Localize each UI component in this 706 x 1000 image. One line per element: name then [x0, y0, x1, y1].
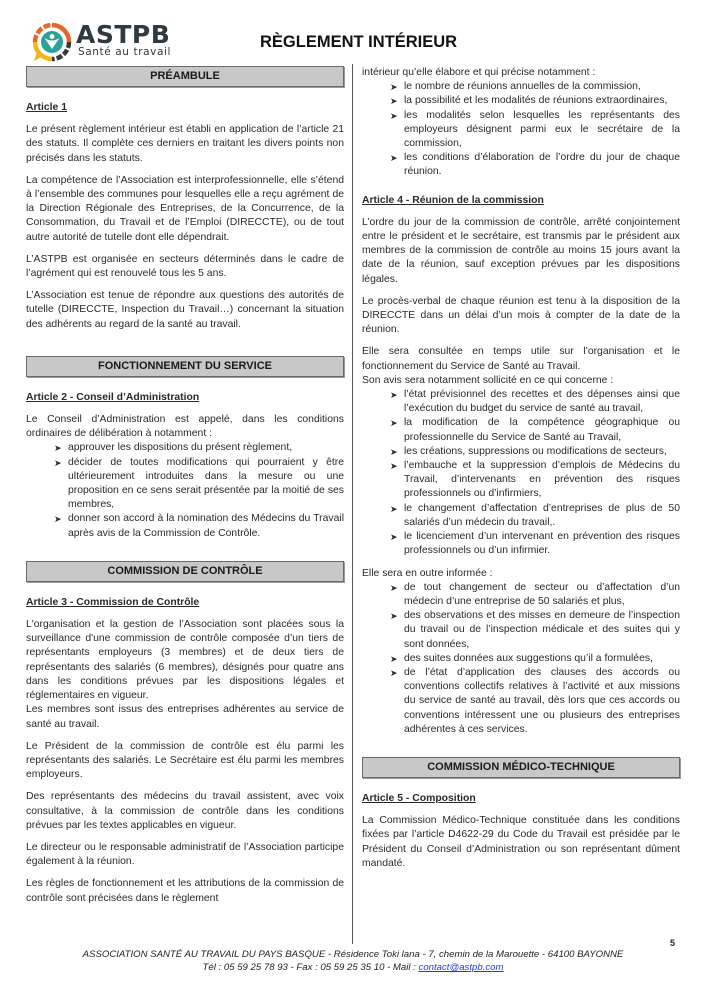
list-item: ➤ les conditions d’élaboration de l’ordre du jour de chaque réunion. — [390, 152, 680, 178]
article-3-title: Article 3 - Commission de Contrôle — [26, 596, 200, 608]
paragraph: Des représentants des médecins du travail assistent, avec voix consultative, à la commission de contrôle dans les conditions prévues par les textes applicables en vigueur. — [26, 791, 344, 831]
article-4-title: Article 4 - Réunion de la commission — [362, 194, 544, 206]
paragraph: L’Association est tenue de répondre aux questions des autorités de tutelle (DIRECCTE, Inspection du Travail…) concernant la situation des adhérents au regard de la santé au travail. — [26, 290, 344, 330]
paragraph: Les règles de fonctionnement et les attributions de la commission de contrôle sont précisées dans le règlement — [26, 878, 344, 904]
list-item: ➤ le licenciement d’un intervenant en prévention des risques professionnels ou d’un infirmier. — [390, 531, 680, 557]
list-item: ➤ décider de toutes modifications qui pourraient y être ultérieurement introduites dans la mesure ou une proposition en ce sens serait présentée par la moitié de ses membres, — [54, 456, 344, 511]
article-1-title: Article 1 — [26, 102, 68, 113]
footer-address: - Résidence Toki lana - 7, chemin de la Marouette - 64100 BAYONNE — [325, 949, 624, 960]
list-item: ➤ les modalités selon lesquelles les représentants des employeurs désignent parmi eux le secrétaire de la commission, — [390, 109, 680, 150]
arrow-bullet-icon: ➤ — [390, 96, 398, 107]
arrow-bullet-icon: ➤ — [390, 611, 398, 622]
reglement-list — [362, 80, 680, 179]
information-list — [362, 581, 680, 737]
list-item: ➤ de l’état d’application des clauses des accords ou conventions collectifs relatives à l’activité et aux missions du service de santé au travail, dès lors que ces accords ou conventions intéressent une ou plusieurs des entreprises adhérentes à ces services. — [390, 666, 680, 735]
list-item: ➤ de tout changement de secteur ou d’affectation d’un médecin d’une entreprise de 50 salariés et plus, — [390, 581, 680, 607]
section-heading-preambule: PRÉAMBULE — [26, 66, 344, 87]
document-title: RÈGLEMENT INTÉRIEUR — [260, 33, 458, 51]
list-item: ➤ approuver les dispositions du présent règlement, — [54, 441, 344, 455]
paragraph: Les membres sont issus des entreprises adhérentes au service de santé au travail. — [26, 704, 344, 730]
logo-tagline: Santé au travail — [78, 46, 172, 58]
footer-contact-line — [0, 961, 706, 974]
paragraph: L’ordre du jour de la commission de contrôle, arrêté conjointement entre le président et le secrétaire, est transmis par le président aux membres de la commission de contrôle au moins 15 jours avant la date de la réunion, sauf exception prévues par les dispositions légales. — [362, 216, 680, 285]
list-item: ➤ l’état prévisionnel des recettes et des dépenses ainsi que l’exécution du budget du service de santé au travail, — [390, 389, 680, 415]
logo-speech-bubble-icon — [32, 22, 72, 62]
list-item: ➤ la modification de la compétence géographique ou professionnelle du Service de Santé au Travail, — [390, 417, 680, 443]
list-item: ➤ les créations, suppressions ou modifications de secteurs, — [390, 445, 680, 459]
footer-address-line — [0, 948, 706, 961]
arrow-bullet-icon: ➤ — [390, 461, 398, 472]
arrow-bullet-icon: ➤ — [390, 582, 398, 593]
paragraph: Le Président de la commission de contrôle est élu parmi les représentants des salariés. Le Secrétaire est élu parmi les membres employeurs. — [26, 740, 344, 781]
list-item: ➤ des observations et des misses en demeure de l’inspection du travail ou de l’inspection médicale et des suites qui y sont données, — [390, 610, 680, 650]
arrow-bullet-icon: ➤ — [390, 390, 398, 401]
arrow-bullet-icon: ➤ — [390, 667, 398, 678]
consultation-list — [362, 388, 680, 558]
article-2-list — [26, 441, 344, 540]
paragraph: Le procès-verbal de chaque réunion est tenu à la disposition de la DIRECCTE dans un délai d’un mois à compter de la date de la réunion. — [362, 295, 680, 336]
paragraph: Elle sera en outre informée : — [362, 567, 493, 579]
page-header — [30, 20, 680, 65]
paragraph: La compétence de l’Association est interprofessionnelle, elle s’étend à l’ensemble des communes pour lesquelles elle a reçu agrément de la Direction Régionale des Entreprises, de la Concurrence, de la Consommation, du Travail et de l’Emploi (DIRECCTE), ou de tout autre autorité de tutelle dont elle dépendrait. — [26, 174, 344, 243]
page-number: 5 — [670, 938, 676, 948]
footer-org-name: ASSOCIATION SANTÉ AU TRAVAIL DU PAYS BASQUE — [82, 949, 326, 960]
section-heading-medico-technique: COMMISSION MÉDICO-TECHNIQUE — [362, 757, 680, 778]
left-column — [26, 66, 344, 914]
logo-name: ASTPB — [76, 20, 171, 49]
paragraph: Le Conseil d’Administration est appelé, dans les conditions ordinaires de délibération à notamment : — [26, 414, 344, 440]
paragraph: Le présent règlement intérieur est établi en application de l’article 21 des statuts. Il complète ces derniers en traitant les divers points non précisés dans les statuts. — [26, 124, 344, 164]
paragraph: L’ASTPB est organisée en secteurs déterminés dans le cadre de l’agrément qui est renouvelé tous les 5 ans. — [26, 253, 344, 280]
list-item: ➤ la possibilité et les modalités de réunions extraordinaires, — [390, 94, 680, 108]
arrow-bullet-icon: ➤ — [54, 514, 62, 525]
right-column — [362, 66, 680, 879]
arrow-bullet-icon: ➤ — [390, 418, 398, 429]
arrow-bullet-icon: ➤ — [390, 110, 398, 121]
arrow-bullet-icon: ➤ — [390, 653, 398, 664]
article-2-title: Article 2 - Conseil d’Administration — [26, 391, 200, 403]
arrow-bullet-icon: ➤ — [54, 457, 62, 468]
arrow-bullet-icon: ➤ — [390, 446, 398, 457]
list-item: ➤ donner son accord à la nomination des Médecins du Travail après avis de la Commission de Contrôle. — [54, 513, 344, 539]
paragraph: Son avis sera notamment sollicité en ce qui concerne : — [362, 374, 614, 386]
footer-phone-fax: Tél : 05 59 25 78 93 - Fax : 05 59 25 35 10 - Mail : — [202, 962, 419, 973]
paragraph: Le directeur ou le responsable administratif de l’Association participe également à la réunion. — [26, 841, 344, 868]
arrow-bullet-icon: ➤ — [390, 503, 398, 514]
arrow-bullet-icon: ➤ — [390, 532, 398, 543]
arrow-bullet-icon: ➤ — [390, 153, 398, 164]
section-heading-commission-controle: COMMISSION DE CONTRÔLE — [26, 561, 344, 582]
arrow-bullet-icon: ➤ — [390, 82, 398, 93]
arrow-bullet-icon: ➤ — [54, 443, 62, 454]
paragraph: Elle sera consultée en temps utile sur l’organisation et le fonctionnement du Service de Santé au Travail. — [362, 346, 680, 372]
paragraph: intérieur qu’elle élabore et qui précise notamment : — [362, 67, 596, 78]
astpb-logo — [32, 22, 172, 62]
column-divider — [352, 64, 353, 944]
paragraph: La Commission Médico-Technique constituée dans les conditions fixées par l’article D4622-29 du Code du Travail est présidée par le Président du Conseil d’Administration ou son représentant dûment mandaté. — [362, 815, 680, 869]
list-item: ➤ l’embauche et la suppression d’emplois de Médecins du Travail, d’intervenants en prévention des risques professionnels ou d’infirmiers, — [390, 460, 680, 500]
list-item: ➤ des suites données aux suggestions qu’il a formulées, — [390, 652, 680, 666]
paragraph: L'organisation et la gestion de l’Association sont placées sous la surveillance d'une commission de contrôle composée d’un tiers de représentants employeurs (3 membres) et de deux tiers de représentants des salariés (6 membres), désignés pour quatre ans dans les conditions prévues par les dispositions légales et réglementaires en vigueur. — [26, 619, 344, 702]
article-5-title: Article 5 - Composition — [362, 792, 476, 804]
page-footer — [0, 948, 706, 974]
list-item: ➤ le changement d’affectation d’entreprises de plus de 50 salariés d’un médecin du travail,. — [390, 502, 680, 528]
email-link[interactable]: contact@astpb.com — [418, 962, 504, 973]
section-heading-fonctionnement: FONCTIONNEMENT DU SERVICE — [26, 356, 344, 377]
list-item: ➤ le nombre de réunions annuelles de la commission, — [390, 80, 680, 94]
